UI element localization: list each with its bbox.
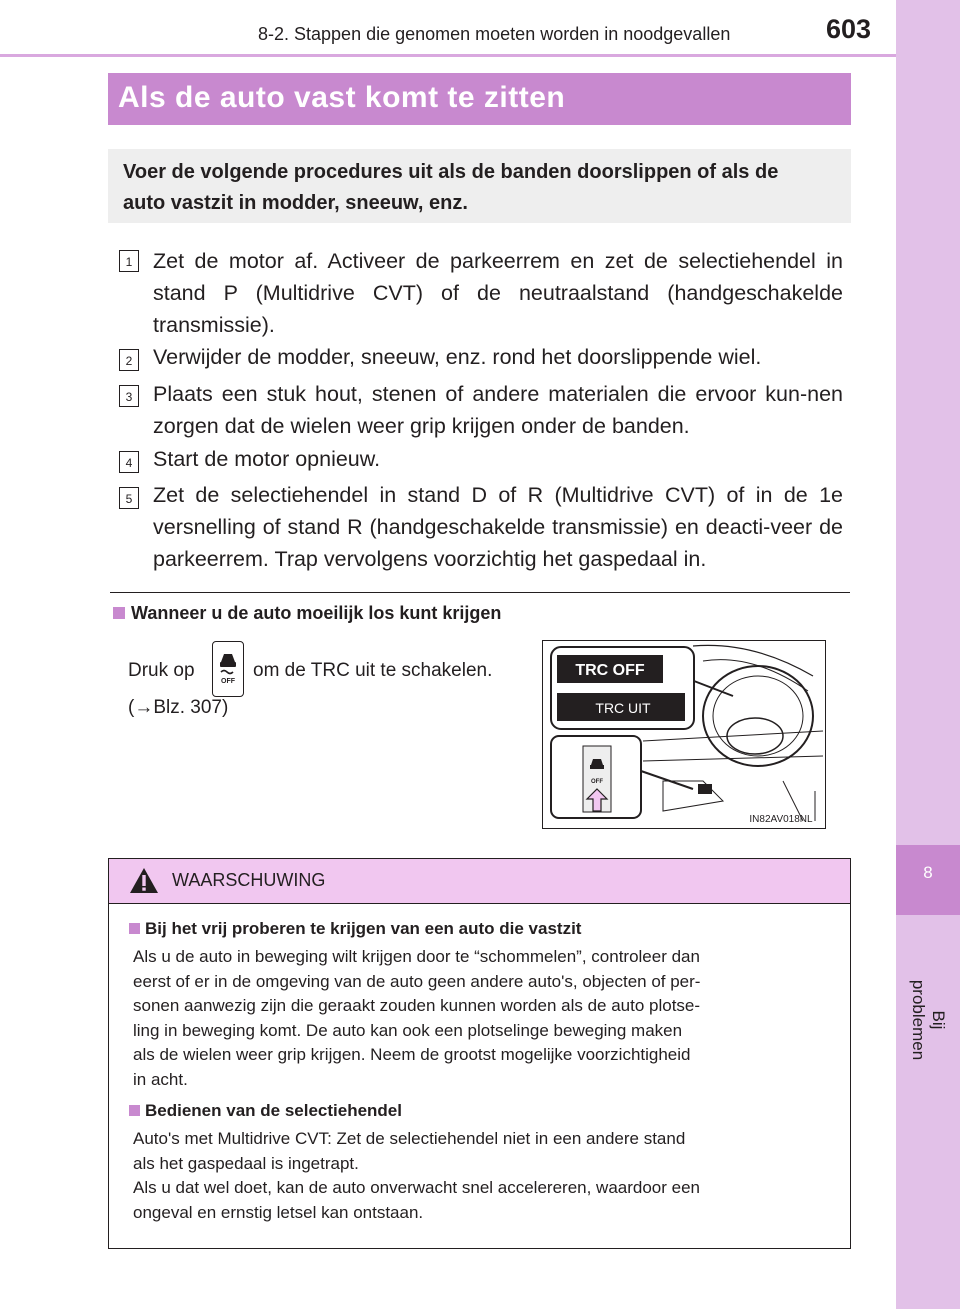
warning-item-heading-1	[129, 919, 581, 939]
step-text-5: Zet de selectiehendel in stand D of R (Multidrive CVT) of in de 1e versnelling of stand R (handgeschakelde transmissie) en deacti-veer de parkeerrem. Trap vervolgens voorzichtig het gaspedaal in.	[153, 483, 843, 571]
step-number-5: 5	[119, 487, 139, 509]
warning-item-heading-text-1: Bij het vrij proberen te krijgen van een auto die vastzit	[145, 919, 582, 938]
section-title-bar	[108, 73, 851, 125]
warning-line: ling in beweging komt. De auto kan ook een plotselinge beweging maken	[133, 1020, 683, 1040]
intro-box	[108, 149, 851, 223]
trc-uit-label: TRC UIT	[595, 700, 651, 716]
section-divider	[110, 592, 850, 593]
button-off-label: OFF	[221, 678, 235, 685]
warning-item-body-1	[133, 945, 836, 1092]
figure-button-off-label: OFF	[591, 779, 603, 785]
warning-triangle-icon	[129, 867, 159, 894]
warning-line: Auto's met Multidrive CVT: Zet de selectiehendel niet in een andere stand	[133, 1129, 686, 1148]
square-bullet-icon	[113, 607, 125, 619]
chapter-label: Bij problemen	[909, 979, 948, 1061]
step-text-2: Verwijder de modder, sneeuw, enz. rond het doorslippende wiel.	[153, 345, 762, 369]
chapter-number-tab: 8	[896, 845, 960, 915]
warning-line: sonen aanwezig zijn die geraakt zouden kunnen worden als de auto plotse-	[133, 996, 701, 1015]
warning-line: Als u dat wel doet, kan de auto onverwacht snel accelereren, waardoor een	[133, 1178, 701, 1197]
step-number-4: 4	[119, 451, 139, 473]
subsection-heading-text: Wanneer u de auto moeilijk los kunt krijgen	[131, 603, 502, 623]
square-bullet-icon	[129, 1105, 140, 1116]
section-title: Als de auto vast komt te zitten	[118, 81, 566, 114]
instruction-text-end: om de TRC uit te schakelen.	[253, 660, 493, 681]
step-number-2: 2	[119, 349, 139, 371]
square-bullet-icon	[129, 923, 140, 934]
trc-off-button-icon	[212, 641, 244, 697]
trc-off-label: TRC OFF	[575, 662, 645, 679]
subsection-heading	[113, 603, 501, 624]
warning-line: in acht.	[133, 1069, 188, 1089]
warning-box	[108, 858, 851, 1249]
trc-illustration	[542, 640, 826, 829]
step-text-3: Plaats een stuk hout, stenen of andere materialen die ervoor kun-nen zorgen dat de wielen weer grip krijgen onder de banden.	[153, 382, 843, 438]
step-number-1: 1	[119, 250, 139, 272]
warning-item-body-2	[133, 1127, 836, 1225]
warning-item-heading-2	[129, 1101, 402, 1121]
figure-code: IN82AV018NL	[749, 814, 813, 825]
step-text-1: Zet de motor af. Activeer de parkeerrem en zet de selectiehendel in stand P (Multidrive CVT) of de neutraalstand (handgeschakelde transmissie).	[153, 249, 843, 337]
warning-line: Als u de auto in beweging wilt krijgen door te “schommelen”, controleer dan	[133, 947, 700, 966]
warning-title: WAARSCHUWING	[172, 870, 326, 890]
header-rule	[0, 54, 896, 57]
side-tab-strip	[896, 0, 960, 1309]
page-number: 603	[826, 14, 872, 44]
warning-header	[109, 859, 850, 904]
intro-text: Voer de volgende procedures uit als de banden doorslippen of als de auto vastzit in modder, sneeuw, enz.	[123, 161, 779, 214]
warning-item-heading-text-2: Bedienen van de selectiehendel	[145, 1101, 402, 1120]
warning-line: ongeval en ernstig letsel kan ontstaan.	[133, 1202, 424, 1222]
step-text-4: Start de motor opnieuw.	[153, 447, 381, 471]
page-reference: (→Blz. 307)	[128, 697, 229, 718]
step-number-3: 3	[119, 385, 139, 407]
warning-line: eerst of er in de omgeving van de auto geen andere auto's, objecten of per-	[133, 971, 701, 991]
warning-line: als het gaspedaal is ingetrapt.	[133, 1153, 359, 1173]
warning-line: als de wielen weer grip krijgen. Neem de grootst mogelijke voorzichtigheid	[133, 1045, 691, 1064]
instruction-text-start: Druk op	[128, 660, 195, 681]
running-header: 8-2. Stappen die genomen moeten worden in noodgevallen	[258, 24, 731, 44]
